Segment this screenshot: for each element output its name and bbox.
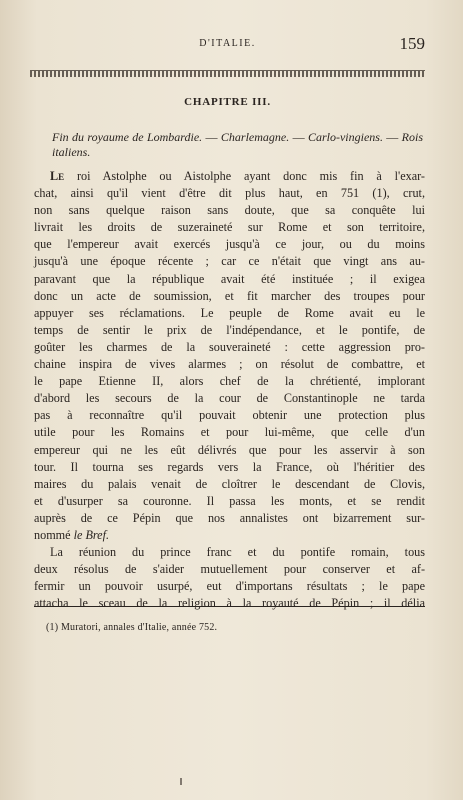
footnote-rule — [34, 606, 425, 607]
footnote: (1) Muratori, annales d'Italie, année 752. — [46, 622, 218, 633]
text-line: que l'empereur avait exercés jusqu'à ce jour, ou du moins — [34, 237, 425, 252]
text-line: livrait les droits de suzeraineté sur Rome et son territoire, — [34, 220, 425, 235]
text-line-content: nommé — [34, 527, 74, 542]
summary-part: Rois italiens. — [52, 130, 424, 159]
summary-part: Fin du royaume de Lombardie. — [52, 130, 203, 144]
text-line-content: roi Astolphe ou Aistolphe ayant donc mis fin à l'exar- — [64, 169, 425, 183]
text-line: temps de sentir le prix de l'indépendance, et le pontife, de — [34, 322, 425, 337]
opening-word: Le — [50, 169, 65, 183]
text-line: auprès de ce Pépin que nos annalistes ont bizarrement sur- — [34, 510, 425, 525]
text-line: et d'usurper sa couronne. Il passa les monts, et se rendit — [34, 493, 425, 508]
text-line: La réunion du prince franc et du pontife romain, tous — [50, 545, 425, 560]
running-head: D'ITALIE. — [199, 38, 256, 49]
text-line: fermir un pouvoir usurpé, eut d'importans résultats ; le pape — [34, 579, 425, 594]
text-line: le pape Etienne II, alors chef de la chrétienté, implorant — [34, 374, 425, 389]
text-line: maires du palais venait de cloîtrer le descendant de Clovis, — [34, 476, 425, 491]
text-line: appuyer ses réclamations. Le peuple de Rome avait eu le — [34, 305, 425, 320]
text-line: chat, ainsi qu'il vient d'être dit plus haut, en 751 (1), crut, — [34, 186, 425, 201]
ornamental-rule — [30, 70, 425, 77]
text-line: tour. Il tourna ses regards vers la France, où l'héritier des — [34, 459, 425, 474]
summary-part: Charlemagne. — [220, 130, 290, 144]
nickname-italic: le Bref. — [73, 527, 110, 542]
text-line: d'abord les secours de la cour de Constantinople ne tarda — [34, 391, 425, 406]
text-line: donc un acte de soumission, et fit marcher des troupes pour — [34, 288, 425, 303]
text-line — [34, 168, 425, 185]
text-line: chaine inspira de vives alarmes ; on résolut de combattre, et — [34, 357, 425, 372]
text-line: non sans quelque raison sans doute, que sa conquête lui — [34, 203, 425, 218]
page-header — [30, 34, 425, 54]
text-line: jusqu'à une époque récente ; car ce n'était que vingt ans au- — [34, 254, 425, 269]
text-line: goûter les charmes de la souveraineté : cette aggression pro- — [34, 339, 425, 354]
text-line: deux résolus de s'aider mutuellement pour conserver et af- — [34, 562, 425, 577]
text-line: pas à reconnaître qu'il pouvait obtenir une protection plus — [34, 408, 425, 423]
text-line: attacha le sceau de la religion à la royauté de Pépin ; il délia — [34, 596, 425, 611]
summary-separator: — — [382, 130, 402, 144]
summary-separator: — — [202, 130, 221, 144]
text-line: empereur qui ne les eût délivrés que pour les asservir à son — [34, 442, 425, 457]
text-line: utile pour les Romains et pour lui-même, que celle d'un — [34, 425, 425, 440]
page-number: 159 — [399, 34, 425, 53]
chapter-summary — [52, 130, 423, 160]
summary-part: Carlo-vingiens. — [307, 130, 383, 144]
body-text — [34, 168, 425, 612]
chapter-title: CHAPITRE III. — [184, 96, 271, 108]
print-mark — [180, 778, 182, 785]
text-line: paravant que la république avait été instituée ; il exigea — [34, 271, 425, 286]
text-line — [34, 527, 425, 544]
summary-separator: — — [289, 130, 308, 144]
